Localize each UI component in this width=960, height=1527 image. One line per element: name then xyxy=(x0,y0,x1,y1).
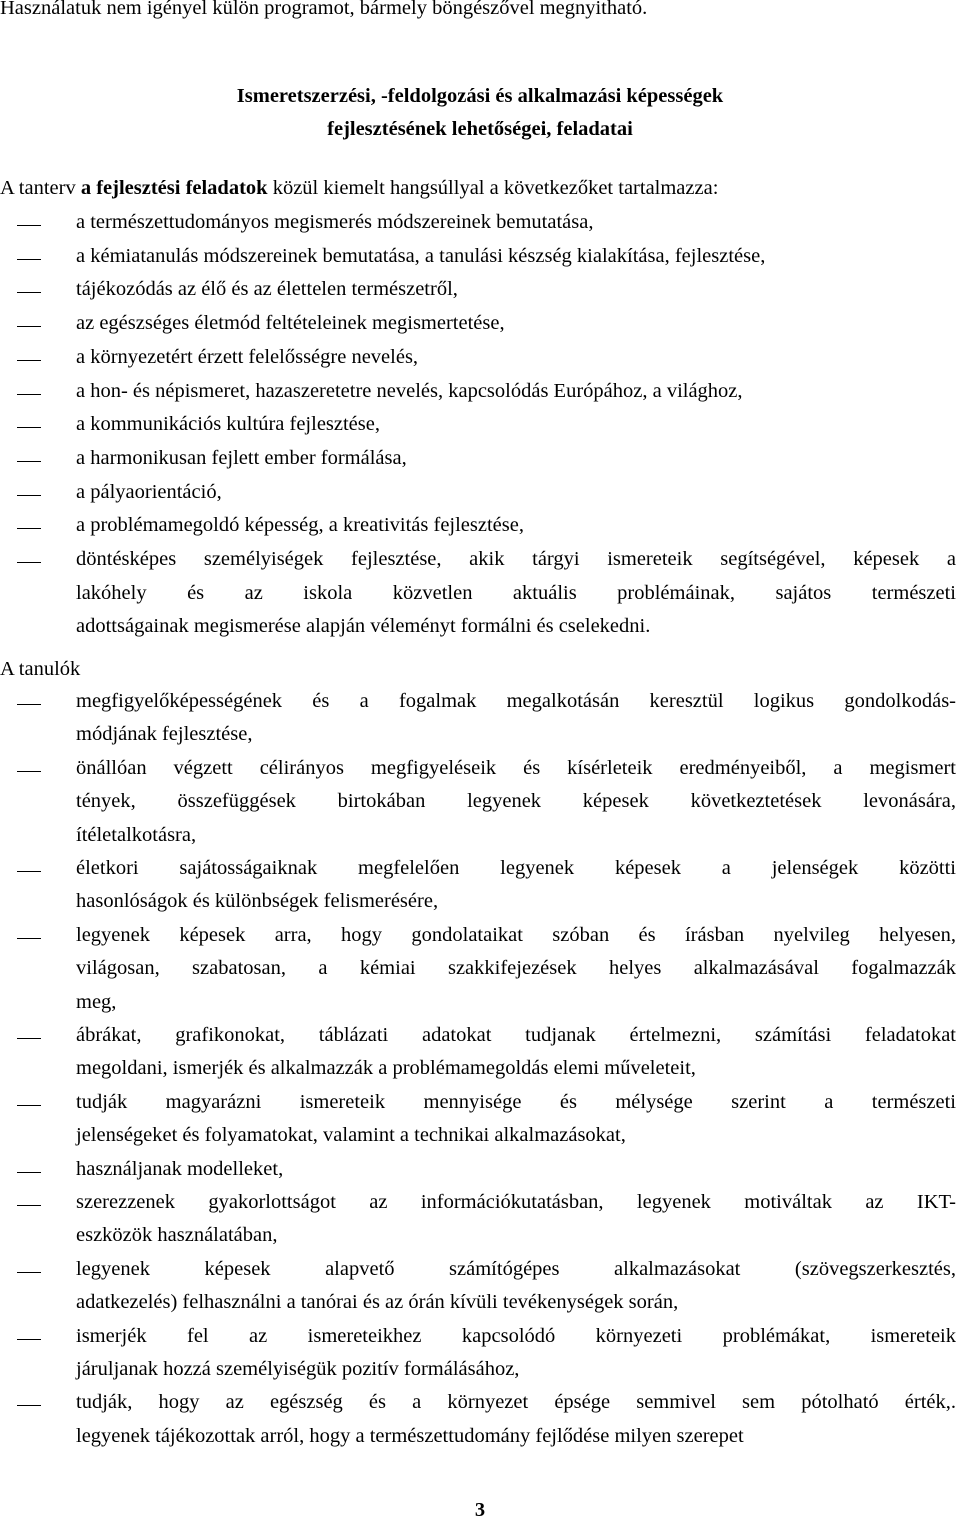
section-heading-line1: Ismeretszerzési, -feldolgozási és alkalmazási képességek xyxy=(236,85,724,107)
tanterv-pre: A tanterv xyxy=(0,177,81,199)
task-item-line: a hon- és népismeret, hazaszeretetre nevelés, kapcsolódás Európához, a világhoz, xyxy=(76,379,743,402)
goal-item-line: használjanak modelleket, xyxy=(76,1157,284,1180)
dash-bullet-icon xyxy=(17,461,41,462)
goal-item-line: módjának fejlesztése, xyxy=(76,723,253,746)
section-heading-line2: fejlesztésének lehetőségei, feladatai xyxy=(327,118,633,140)
dash-bullet-icon xyxy=(17,1038,41,1039)
goal-item-line: világosan, szabatosan, a kémiai szakkifejezések helyes alkalmazásával fogalmazzák xyxy=(76,957,956,980)
task-item-line: a kémiatanulás módszereinek bemutatása, a tanulási készség kialakítása, fejlesztése, xyxy=(76,244,766,267)
goal-item-line: járuljanak hozzá személyiségük pozitív formálásához, xyxy=(76,1357,520,1380)
task-item-line: a környezetért érzett felelősségre nevelés, xyxy=(76,345,419,368)
goal-item-line: jelenségeket és folyamatokat, valamint a technikai alkalmazásokat, xyxy=(76,1124,626,1147)
goal-item-line: adatkezelés) felhasználni a tanórai és az órán kívüli tevékenységek során, xyxy=(76,1291,679,1314)
goal-item-line: önállóan végzett célirányos megfigyeléseik és kísérleteik eredményeiből, a megismert xyxy=(76,756,956,779)
dash-bullet-icon xyxy=(17,394,41,395)
goal-item-line: tudják, hogy az egészség és a környezet épsége semmivel sem pótolható érték,. xyxy=(76,1391,956,1414)
task-item-line: a harmonikusan fejlett ember formálása, xyxy=(76,446,407,469)
tanterv-bold: a fejlesztési feladatok xyxy=(80,177,268,199)
dash-bullet-icon xyxy=(17,1272,41,1273)
goal-item-line: legyenek képesek alapvető számítógépes alkalmazásokat (szövegszerkesztés, xyxy=(76,1257,956,1280)
dash-bullet-icon xyxy=(17,938,41,939)
dash-bullet-icon xyxy=(17,292,41,293)
dash-bullet-icon xyxy=(17,360,41,361)
task-item-line: a természettudományos megismerés módszereinek bemutatása, xyxy=(76,211,594,233)
task-item-line: tájékozódás az élő és az élettelen természetről, xyxy=(76,278,458,301)
dash-bullet-icon xyxy=(17,1205,41,1206)
tanterv-post: közül kiemelt hangsúllyal a következőket tartalmazza: xyxy=(267,177,719,199)
dash-bullet-icon xyxy=(17,495,41,496)
goal-item-line: ítéletalkotásra, xyxy=(76,823,197,846)
goal-item-line: életkori sajátosságaiknak megfelelően legyenek képesek a jelenségek közötti xyxy=(76,857,956,879)
dash-bullet-icon xyxy=(17,1405,41,1406)
goal-item-line: eszközök használatában, xyxy=(76,1224,278,1247)
goal-item-line: legyenek képesek arra, hogy gondolataikat szóban és írásban nyelvileg helyesen, xyxy=(76,923,956,946)
dash-bullet-icon xyxy=(17,1339,41,1340)
goal-item-line: meg, xyxy=(76,990,117,1013)
dash-bullet-icon xyxy=(17,1172,41,1173)
dash-bullet-icon xyxy=(17,704,41,705)
dash-bullet-icon xyxy=(17,771,41,772)
goal-item-line: ábrákat, grafikonokat, táblázati adatokat tudjanak értelmezni, számítási feladatokat xyxy=(76,1024,956,1046)
task-item-line: a kommunikációs kultúra fejlesztése, xyxy=(76,413,380,436)
goal-item-line: tudják magyarázni ismereteik mennyisége és mélysége szerint a természeti xyxy=(76,1090,956,1113)
goal-item-line: ismerjék fel az ismereteikhez kapcsolódó környezeti problémákat, ismereteik xyxy=(76,1324,956,1347)
task-item-line: lakóhely és az iskola közvetlen aktuális problémáinak, sajátos természeti xyxy=(76,581,956,604)
intro-line: Használatuk nem igényel külön programot, bármely böngészővel megnyitható. xyxy=(0,0,648,19)
dash-bullet-icon xyxy=(17,871,41,872)
goal-item-line: megfigyelőképességének és a fogalmak megalkotásán keresztül logikus gondolkodás- xyxy=(76,690,956,712)
dash-bullet-icon xyxy=(17,1105,41,1106)
goal-item-line: hasonlóságok és különbségek felismerésére, xyxy=(76,890,439,913)
task-item-line: az egészséges életmód feltételeinek megismertetése, xyxy=(76,312,505,335)
goal-item-line: szerezzenek gyakorlottságot az információkutatásban, legyenek motiváltak az IKT- xyxy=(76,1191,956,1213)
tanulok-label: A tanulók xyxy=(0,658,81,680)
dash-bullet-icon xyxy=(17,225,41,226)
task-item-line: a pályaorientáció, xyxy=(76,480,222,503)
dash-bullet-icon xyxy=(17,528,41,529)
goal-item-line: tények, összefüggések birtokában legyenek képesek következtetések levonására, xyxy=(76,790,956,813)
task-item-line: adottságainak megismerése alapján véleményt formálni és cselekedni. xyxy=(76,615,651,638)
dash-bullet-icon xyxy=(17,326,41,327)
tanterv-paragraph xyxy=(0,177,718,200)
page-number: 3 xyxy=(474,1499,486,1521)
task-item-line: döntésképes személyiségek fejlesztése, akik tárgyi ismereteik segítségével, képesek a xyxy=(76,548,956,570)
goal-item-line: legyenek tájékozottak arról, hogy a természettudomány fejlődése milyen szerepet xyxy=(76,1424,744,1447)
dash-bullet-icon xyxy=(17,562,41,563)
dash-bullet-icon xyxy=(17,427,41,428)
goal-item-line: megoldani, ismerjék és alkalmazzák a problémamegoldás elemi műveleteit, xyxy=(76,1057,696,1080)
dash-bullet-icon xyxy=(17,259,41,260)
task-item-line: a problémamegoldó képesség, a kreativitás fejlesztése, xyxy=(76,514,524,537)
